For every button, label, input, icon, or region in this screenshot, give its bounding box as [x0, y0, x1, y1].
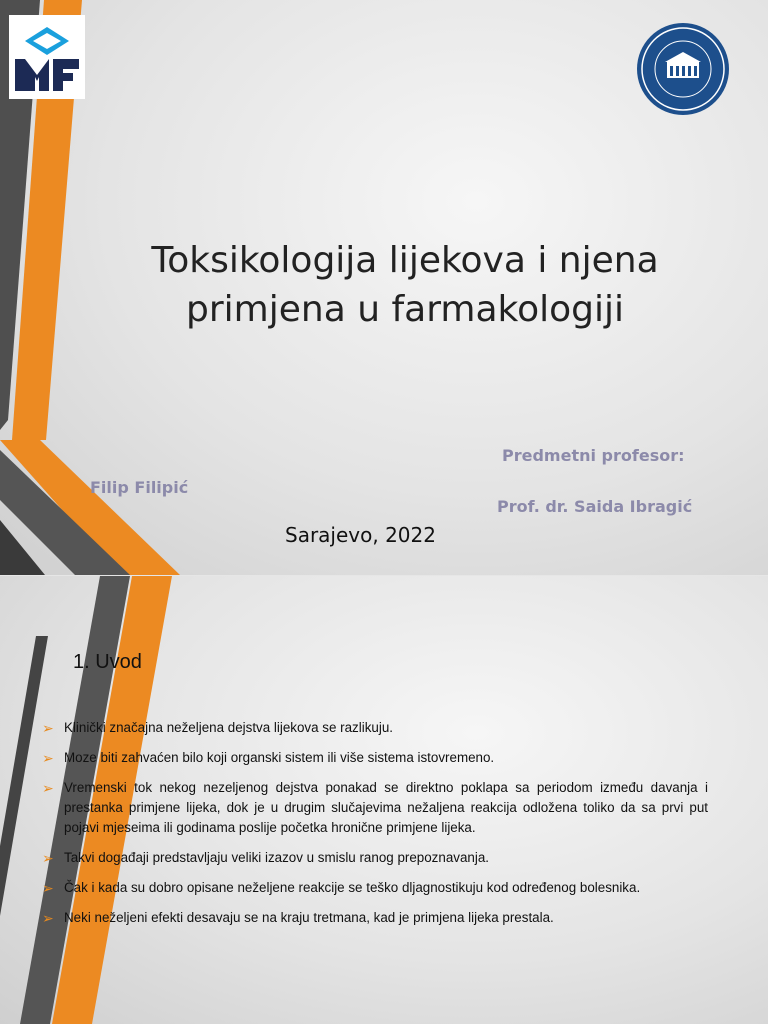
- mf-faculty-logo: [9, 15, 85, 99]
- list-item: [42, 748, 708, 768]
- arrow-bullet-icon: ➢: [42, 750, 54, 766]
- list-item: [42, 848, 708, 868]
- intro-slide: [0, 576, 768, 1024]
- bullet-text: Takvi događaji predstavljaju veliki izazov u smislu ranog prepoznavanja.: [64, 850, 490, 865]
- university-seal-icon: [636, 22, 730, 116]
- place-and-year: Sarajevo, 2022: [285, 523, 436, 547]
- author-name: Filip Filipić: [90, 478, 189, 497]
- arrow-bullet-icon: ➢: [42, 850, 54, 866]
- arrow-bullet-icon: ➢: [42, 720, 54, 736]
- section-title: 1. Uvod: [73, 651, 142, 673]
- bullet-text: Vremenski tok nekog nezeljenog dejstva ponakad se direktno poklapa sa periodom između davanja i prestanka primjene lijeka, dok je u drugim slučajevima nežaljena reakcija odložena toliko da sa prvi put pojavi mjeseima ili godinama poslije početka hronične primjene lijeka.: [64, 780, 708, 835]
- arrow-bullet-icon: ➢: [42, 910, 54, 926]
- professor-name: Prof. dr. Saida Ibragić: [497, 497, 693, 516]
- bullet-list: [42, 718, 708, 938]
- title-line-1: Toksikologija lijekova i njena: [151, 240, 659, 281]
- list-item: [42, 878, 708, 898]
- list-item: [42, 908, 708, 928]
- presentation-title: [100, 236, 710, 334]
- list-item: [42, 778, 708, 838]
- arrow-bullet-icon: ➢: [42, 880, 54, 896]
- arrow-bullet-icon: ➢: [42, 780, 54, 796]
- title-line-2: primjena u farmakologiji: [186, 289, 624, 330]
- bullet-text: Moze biti zahvaćen bilo koji organski sistem ili više sistema istovremeno.: [64, 750, 495, 765]
- professor-label: Predmetni profesor:: [502, 446, 685, 465]
- bullet-text: Neki neželjeni efekti desavaju se na kraju tretmana, kad je primjena lijeka prestala.: [64, 910, 554, 925]
- list-item: [42, 718, 708, 738]
- bullet-text: Čak i kada su dobro opisane neželjene reakcije se teško dljagnostikuju kod određenog bolesnika.: [64, 880, 641, 895]
- bullet-text: Klinički značajna neželjena dejstva lijekova se razlikuju.: [64, 720, 393, 735]
